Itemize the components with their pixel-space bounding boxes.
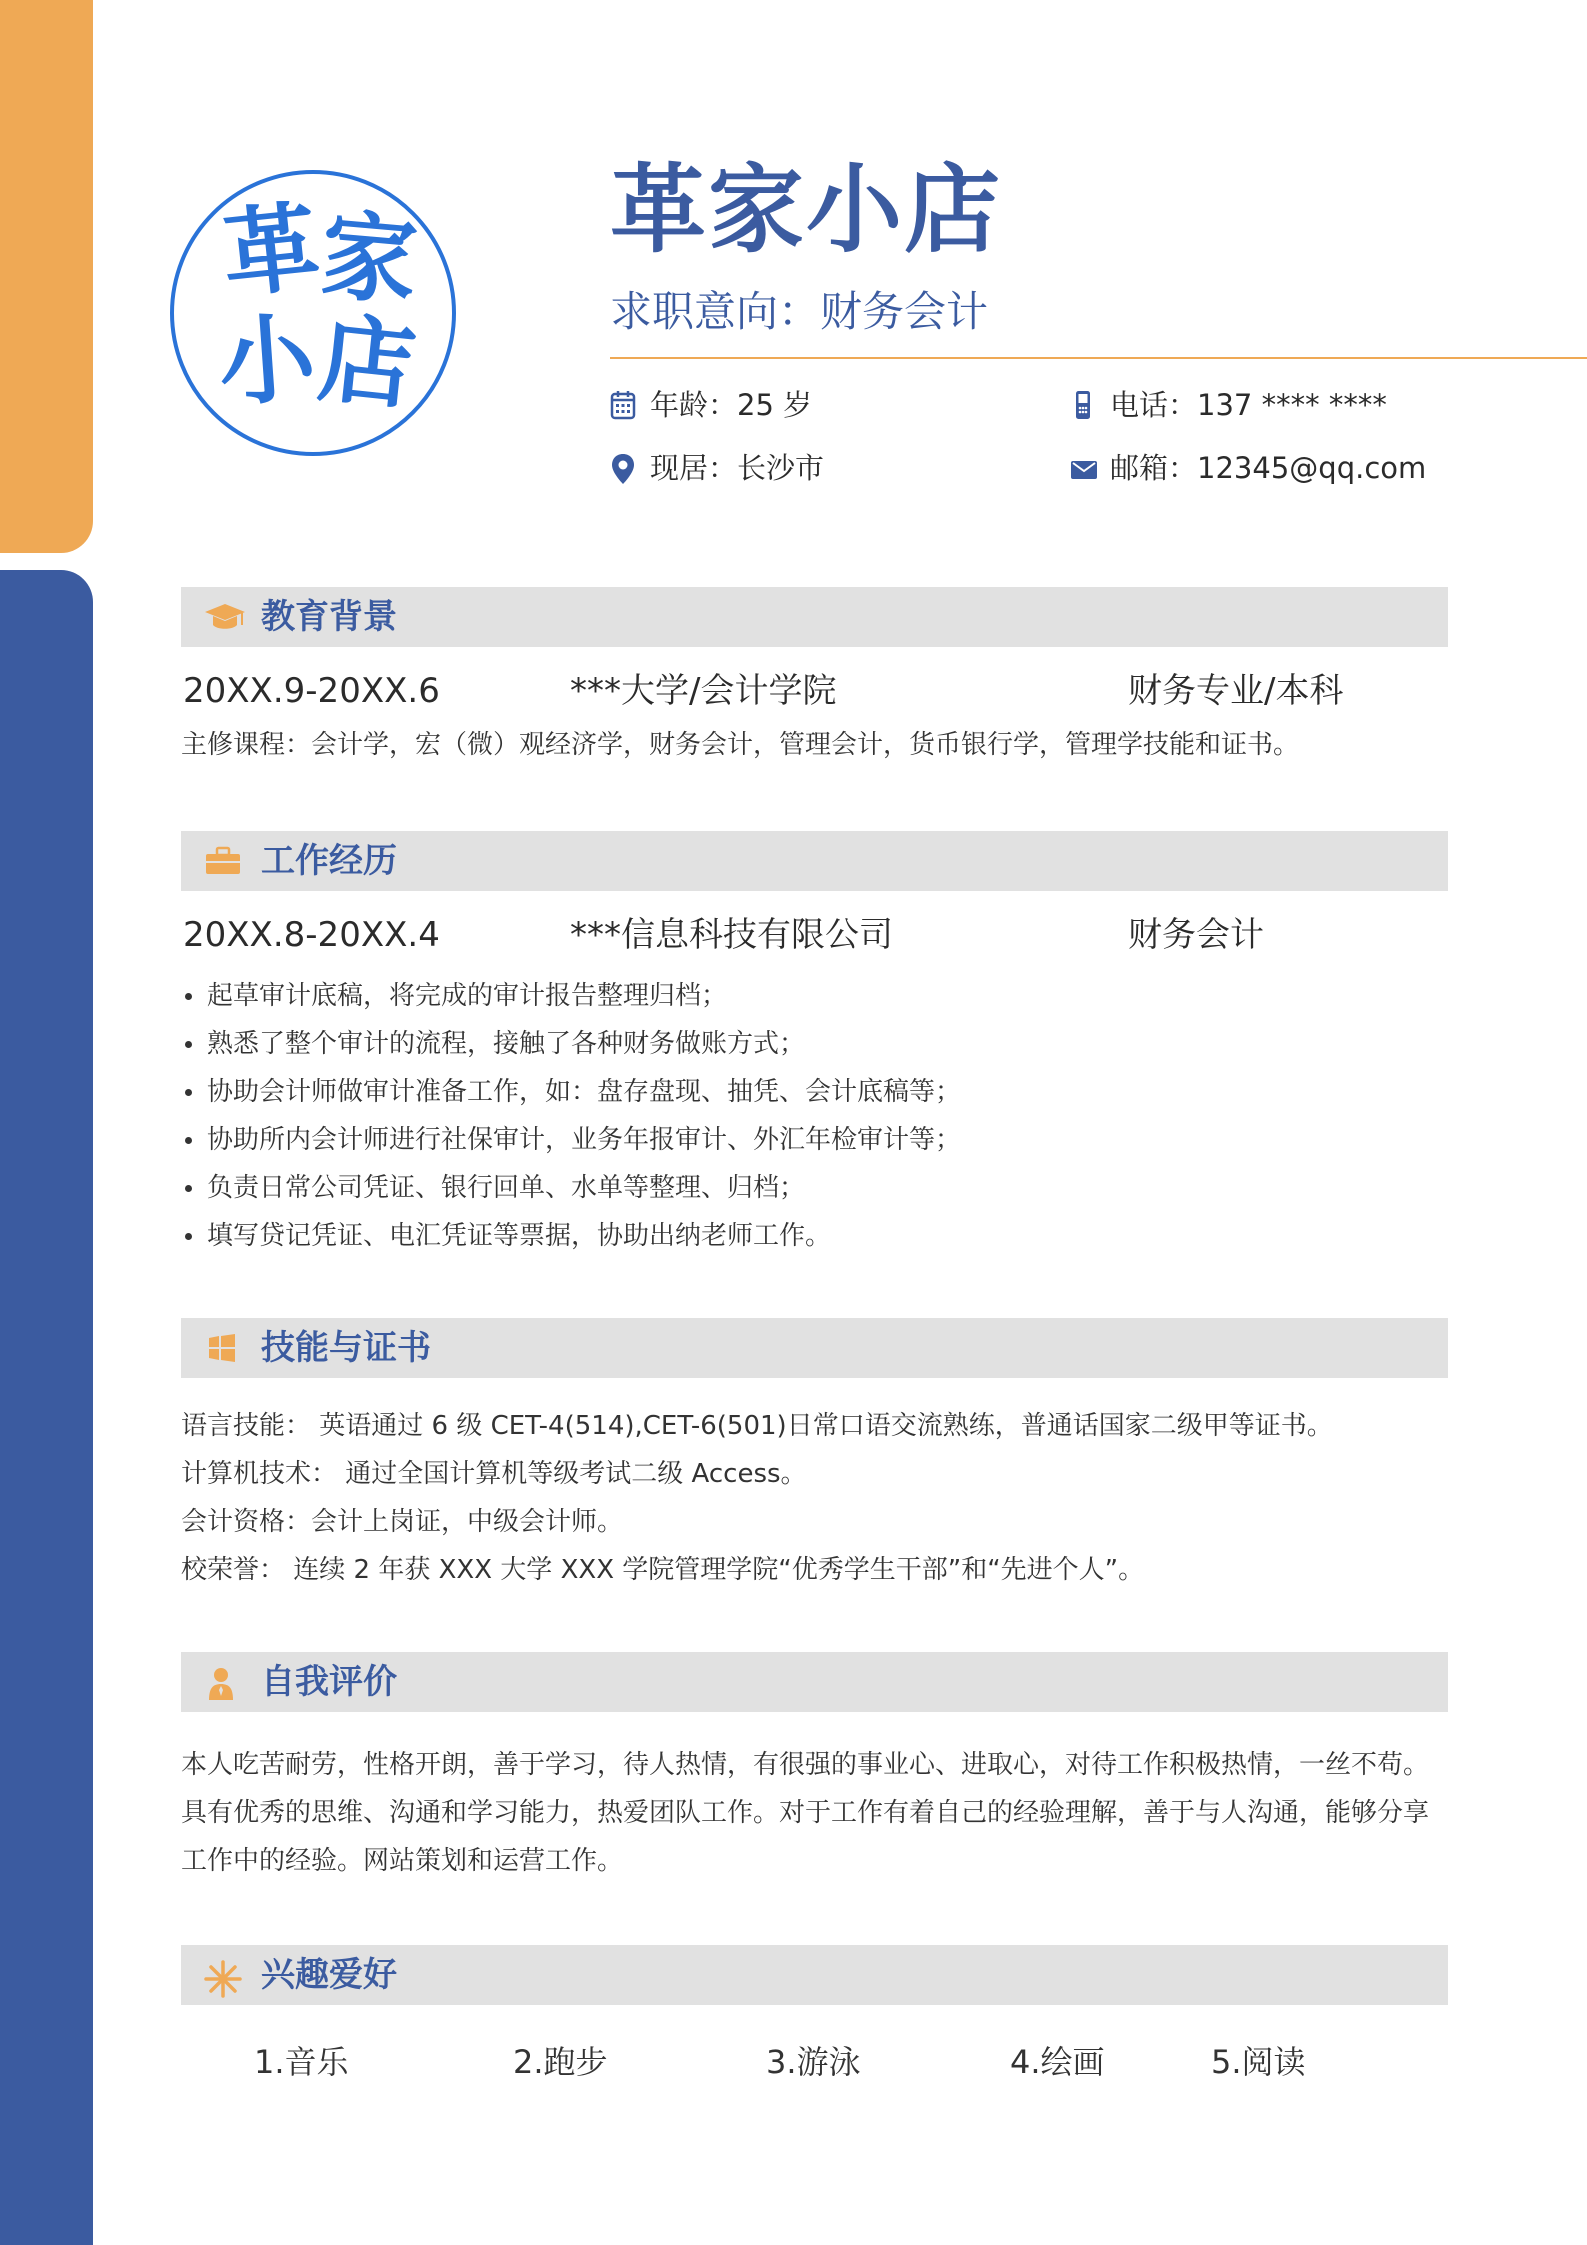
seal-char: 店: [313, 301, 421, 424]
hobby-item: 4.绘画: [1010, 2043, 1105, 2081]
asterisk-icon: [203, 1959, 243, 1999]
blue-side-bar: [0, 570, 93, 2245]
section-work-header: [181, 831, 1448, 891]
info-key: 电话 ：: [1110, 388, 1197, 422]
edu-school: ***大学/会计学院: [570, 671, 837, 711]
location-icon: [610, 453, 636, 485]
hobby-item: 1.音乐: [254, 2043, 349, 2081]
seal-char: 小: [215, 300, 319, 421]
skill-line: 会计资格：会计上岗证，中级会计师。: [181, 1507, 624, 1537]
skills-list: [181, 1402, 1333, 1594]
list-item: 协助会计师做审计准备工作，如：盘存盘现、抽凭、会计底稿等；: [181, 1068, 961, 1116]
section-title: 技能与证书: [261, 1328, 431, 1368]
seal-logo: [170, 170, 456, 456]
list-item: 填写贷记凭证、电汇凭证等票据，协助出纳老师工作。: [181, 1212, 961, 1260]
section-title: 兴趣爱好: [261, 1955, 397, 1995]
skill-line: 语言技能： 英语通过 6 级 CET-4(514),CET-6(501)日常口语交流熟练，普通话国家二级甲等证书。: [181, 1411, 1333, 1441]
section-title: 自我评价: [261, 1662, 397, 1702]
self-evaluation-text: 本人吃苦耐劳，性格开朗，善于学习，待人热情，有很强的事业心、进取心，对待工作积极热情，一丝不苟。具有优秀的思维、沟通和学习能力，热爱团队工作。对于工作有着自己的经验理解，善于与人沟通，能够分享工作中的经验。网站策划和运营工作。: [181, 1750, 1430, 1876]
info-key: 年龄 ：: [650, 388, 737, 422]
list-item: 熟悉了整个审计的流程，接触了各种财务做账方式；: [181, 1020, 961, 1068]
section-title: 教育背景: [261, 597, 397, 637]
section-education-header: [181, 587, 1448, 647]
info-key: 邮箱 ：: [1110, 451, 1197, 485]
work-period: 20XX.8-20XX.4: [183, 915, 440, 955]
list-item: 起草审计底稿，将完成的审计报告整理归档；: [181, 972, 961, 1020]
hobby-item: 5.阅读: [1211, 2043, 1306, 2081]
edu-period: 20XX.9-20XX.6: [183, 671, 440, 711]
edu-courses: 主修课程：会计学，宏（微）观经济学，财务会计，管理会计，货币银行学，管理学技能和证书。: [181, 730, 1300, 760]
work-company: ***信息科技有限公司: [570, 915, 893, 955]
edu-major: 财务专业/本科: [1128, 671, 1344, 711]
orange-side-bar: [0, 0, 93, 553]
info-value: 12345@qq.com: [1197, 451, 1427, 485]
work-role: 财务会计: [1128, 915, 1264, 955]
person-icon: [203, 1666, 239, 1702]
hobby-item: 3.游泳: [766, 2043, 861, 2081]
calendar-icon: [610, 390, 636, 420]
resume-name: 革家小店: [610, 154, 1002, 266]
phone-icon: [1070, 390, 1096, 420]
skill-line: 计算机技术： 通过全国计算机等级考试二级 Access。: [181, 1459, 807, 1489]
job-intent: 求职意向：财务会计: [610, 287, 989, 336]
section-skills-header: [181, 1318, 1448, 1378]
section-hobbies-header: [181, 1945, 1448, 2005]
section-title: 工作经历: [261, 841, 397, 881]
list-item: 负责日常公司凭证、银行回单、水单等整理、归档；: [181, 1164, 961, 1212]
windows-grid-icon: [203, 1332, 239, 1364]
mail-icon: [1070, 453, 1098, 483]
section-self-eval-header: [181, 1652, 1448, 1712]
header-divider: [610, 357, 1587, 359]
info-value: 137 **** ****: [1197, 388, 1387, 422]
work-duties-list: [181, 972, 961, 1260]
skill-line: 校荣誉： 连续 2 年获 XXX 大学 XXX 学院管理学院“优秀学生干部”和“先进个人”。: [181, 1555, 1145, 1585]
info-value: 25 岁: [737, 388, 813, 422]
info-key: 现居 ：: [650, 451, 737, 485]
briefcase-icon: [203, 845, 243, 877]
info-value: 长沙市: [737, 451, 825, 485]
graduation-cap-icon: [203, 601, 247, 633]
hobby-item: 2.跑步: [513, 2043, 608, 2081]
seal-char: 家: [316, 198, 422, 319]
seal-char: 革: [217, 189, 325, 312]
list-item: 协助所内会计师进行社保审计，业务年报审计、外汇年检审计等；: [181, 1116, 961, 1164]
